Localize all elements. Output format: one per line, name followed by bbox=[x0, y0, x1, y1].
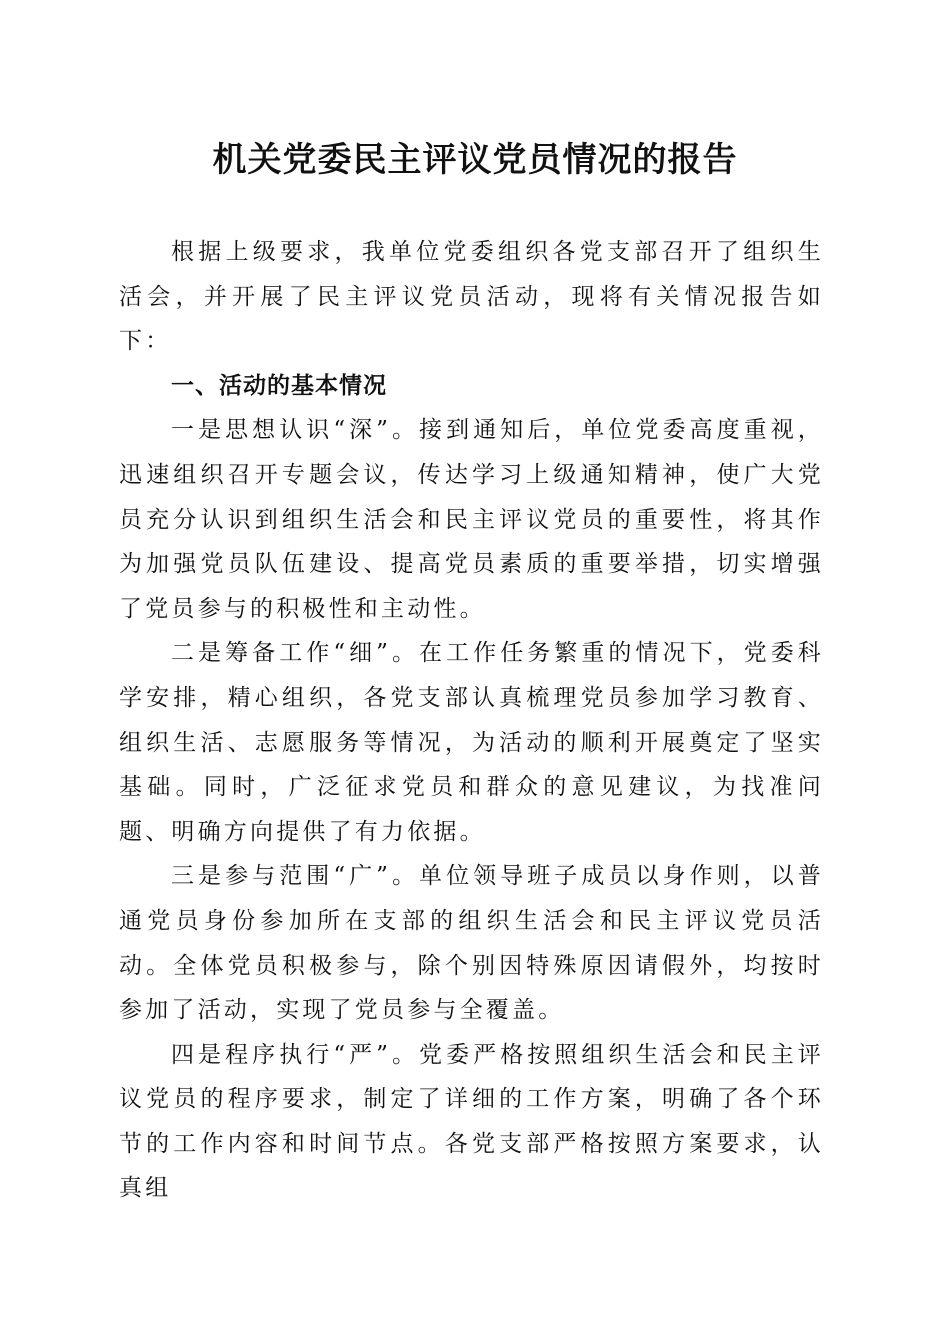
paragraph-2-text: 在工作任务繁重的情况下，党委科学安排，精心组织，各党支部认真梳理党员参加学习教育、组织生活、志愿服务等情况，为活动的顺利开展奠定了坚实基础。同时，广泛征求党员和群众的意见建议，为找准问题、明确方向提供了有力依据。 bbox=[119, 640, 824, 845]
paragraph-4-text: 党委严格按照组织生活会和民主评议党员的程序要求，制定了详细的工作方案，明确了各个环节的工作内容和时间节点。各党支部严格按照方案要求，认真组 bbox=[119, 1041, 824, 1202]
paragraph-1-text: 接到通知后，单位党委高度重视，迅速组织召开专题会议，传达学习上级通知精神，使广大党员充分认识到组织生活会和民主评议党员的重要性，将其作为加强党员队伍建设、提高党员素质的重要举措，切实增强了党员参与的积极性和主动性。 bbox=[119, 417, 824, 622]
paragraph-3 bbox=[119, 854, 824, 1032]
paragraph-3-lead: 三是参与范围“广”。 bbox=[171, 863, 420, 890]
page-title: 机关党委民主评议党员情况的报告 bbox=[212, 140, 738, 180]
paragraph-1 bbox=[119, 408, 824, 631]
paragraph-4-lead: 四是程序执行“严”。 bbox=[171, 1041, 420, 1068]
paragraph-2-lead: 二是筹备工作“细”。 bbox=[171, 640, 420, 667]
section-heading: 一、活动的基本情况 bbox=[171, 372, 387, 399]
paragraph-4 bbox=[119, 1033, 824, 1211]
paragraph-1-lead: 一是思想认识“深”。 bbox=[171, 417, 420, 444]
intro-paragraph: 根据上级要求，我单位党委组织各党支部召开了组织生活会，并开展了民主评议党员活动，现将有关情况报告如下： bbox=[119, 239, 824, 355]
document-body bbox=[119, 230, 824, 1211]
paragraph-3-text: 单位领导班子成员以身作则，以普通党员身份参加所在支部的组织生活会和民主评议党员活动。全体党员积极参与，除个别因特殊原因请假外，均按时参加了活动，实现了党员参与全覆盖。 bbox=[119, 863, 824, 1024]
paragraph-2 bbox=[119, 631, 824, 854]
